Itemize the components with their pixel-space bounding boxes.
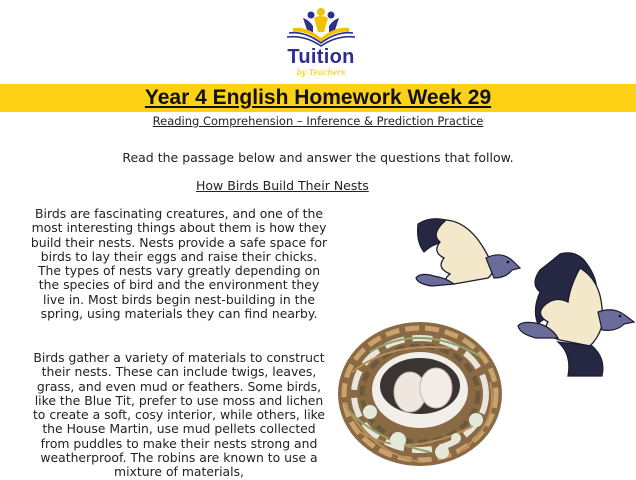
instructions: Read the passage below and answer the questions that follow. [122, 150, 514, 165]
flying-bird-illustration-1 [410, 212, 525, 294]
logo-brand: Tuition [287, 46, 355, 68]
nest-with-eggs-illustration [330, 312, 510, 474]
passage-title: How Birds Build Their Nests [196, 178, 369, 193]
page-title: Year 4 English Homework Week 29 [144, 86, 492, 109]
book-people-logo-icon [283, 6, 359, 48]
page-subtitle: Reading Comprehension – Inference & Prediction Practice [152, 114, 484, 128]
title-banner [0, 84, 636, 112]
logo-tagline: by Teachers [296, 68, 346, 77]
tuition-logo [283, 6, 359, 80]
flying-bird-illustration-2 [510, 250, 636, 380]
passage-paragraph-2: Birds gather a variety of materials to construct their nests. These can include twigs, leaves, grass, and even mud or feathers. Some birds, like the Blue Tit, prefer to use moss and lichen to create a soft, cosy interior, while others, like the House Martin, use mud pellets collected from puddles to make their nests strong and weatherproof. The robins are known to use a mixture of materials, [32, 350, 326, 480]
passage-paragraph-1: Birds are fascinating creatures, and one of the most interesting things about them is how they build their nests. Nests provide a safe space for birds to lay their eggs and raise their chicks. The types of nests vary greatly depending on the species of bird and the environment they live in. Most birds begin nest-building in the spring, using materials they can find nearby. [30, 206, 328, 322]
